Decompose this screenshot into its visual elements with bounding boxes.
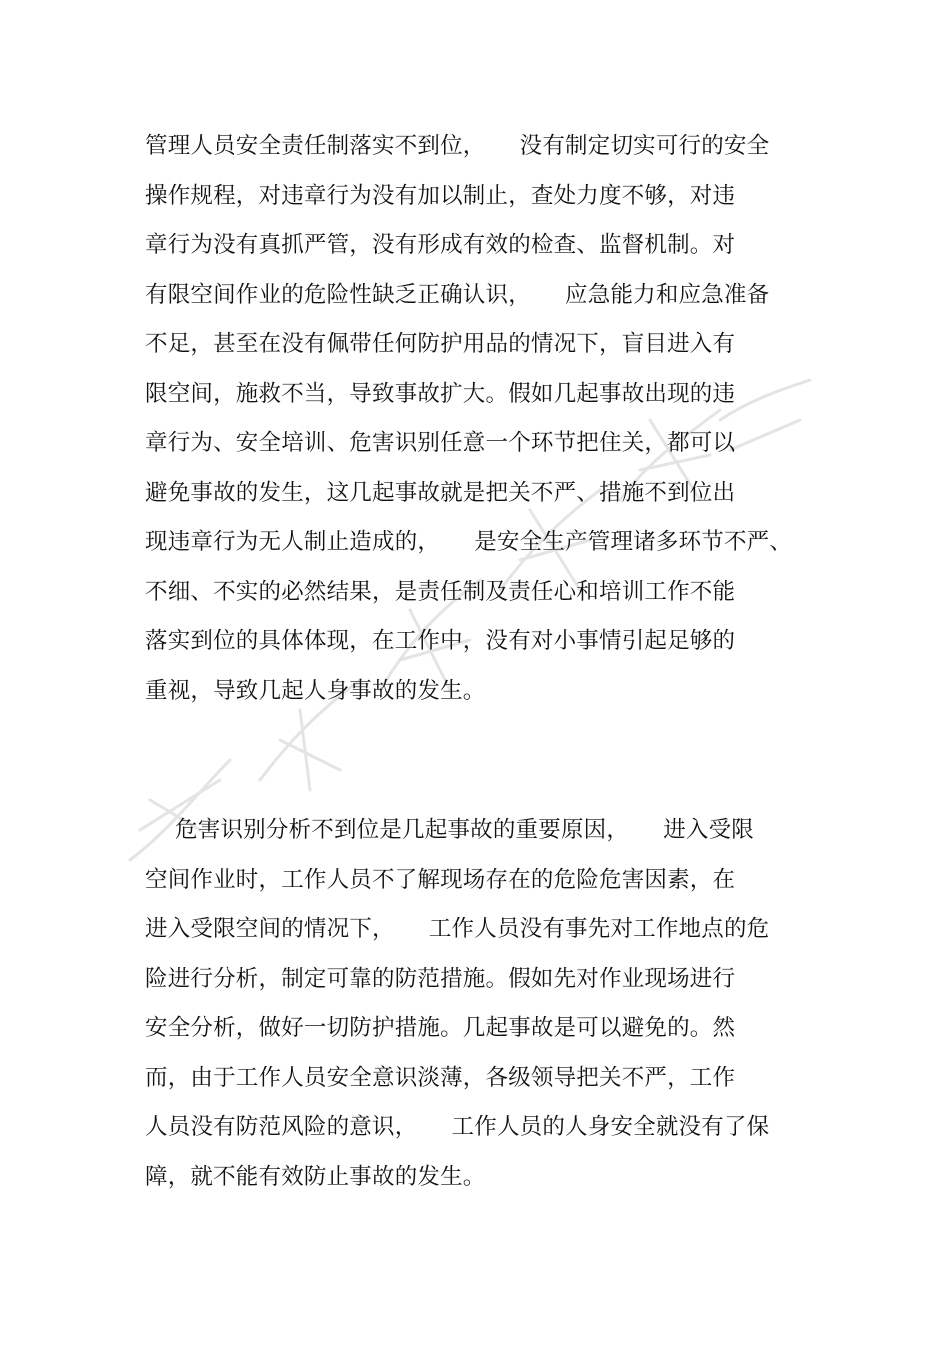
text-line: 重视，导致几起人身事故的发生。: [145, 677, 486, 704]
text-line: 进入受限空间的情况下， 工作人员没有事先对工作地点的危: [145, 916, 770, 942]
text-line: 空间作业时，工作人员不了解现场存在的危险危害因素，在: [145, 866, 736, 893]
text-line: 危害识别分析不到位是几起事故的重要原因， 进入受限: [145, 817, 755, 843]
text-line: 管理人员安全责任制落实不到位， 没有制定切实可行的安全: [145, 133, 770, 159]
text-line: 操作规程，对违章行为没有加以制止，查处力度不够，对违: [145, 182, 736, 209]
text-line: 避免事故的发生，这几起事故就是把关不严、措施不到位出: [145, 479, 736, 506]
paragraph-1: [145, 122, 845, 716]
text-line: 章行为、安全培训、危害识别任意一个环节把住关，都可以: [145, 430, 736, 456]
text-line: 章行为没有真抓严管，没有形成有效的检查、监督机制。对: [145, 232, 736, 258]
text-line: 不细、不实的必然结果，是责任制及责任心和培训工作不能: [145, 578, 736, 605]
text-line: 落实到位的具体体现，在工作中，没有对小事情引起足够的: [145, 628, 736, 654]
text-line: 障，就不能有效防止事故的发生。: [145, 1163, 486, 1190]
text-line: 而，由于工作人员安全意识淡薄，各级领导把关不严，工作: [145, 1064, 736, 1091]
text-line: 有限空间作业的危险性缺乏正确认识， 应急能力和应急准备: [145, 281, 770, 308]
text-line: 险进行分析，制定可靠的防范措施。假如先对作业现场进行: [145, 965, 736, 992]
text-line: 限空间，施救不当，导致事故扩大。假如几起事故出现的违: [145, 380, 736, 407]
paragraph-2: [145, 806, 845, 1202]
text-line: 不足，甚至在没有佩带任何防护用品的情况下，盲目进入有: [145, 331, 736, 357]
text-line: 人员没有防范风险的意识， 工作人员的人身安全就没有了保: [145, 1114, 770, 1140]
text-line: 安全分析，做好一切防护措施。几起事故是可以避免的。然: [145, 1015, 736, 1041]
text-line: 现违章行为无人制止造成的， 是安全生产管理诸多环节不严、: [145, 529, 793, 555]
